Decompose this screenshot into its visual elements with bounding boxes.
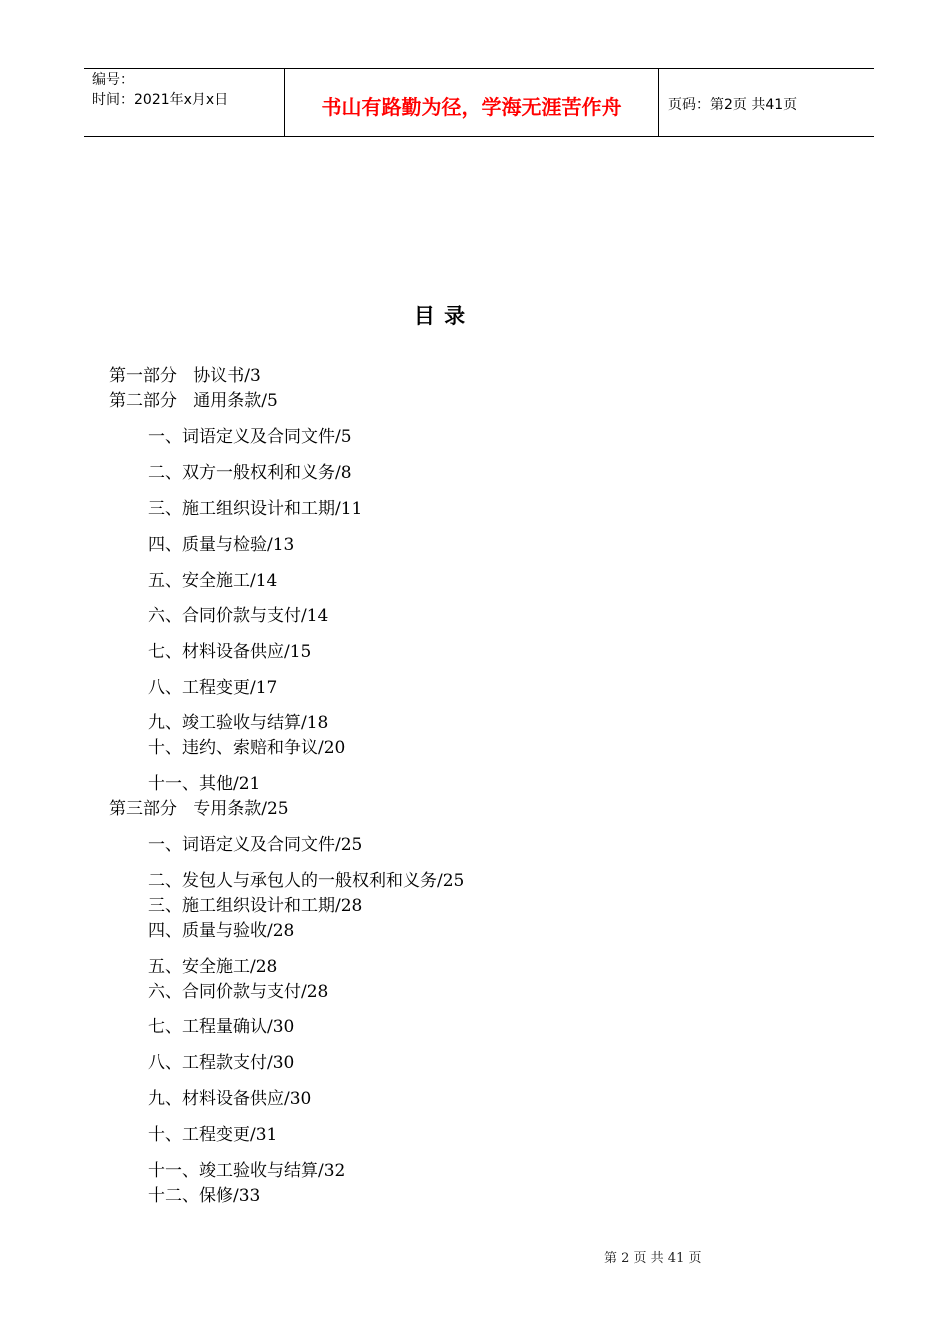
toc-item: 七、工程量确认/30	[148, 1017, 295, 1037]
toc-item: 五、安全施工/28	[148, 957, 278, 977]
toc-item: 四、质量与验收/28	[148, 921, 295, 941]
toc-item: 八、工程变更/17	[148, 678, 278, 698]
toc-item: 一、词语定义及合同文件/25	[148, 835, 363, 855]
toc-item: 二、发包人与承包人的一般权利和义务/25	[148, 871, 465, 891]
toc-item: 九、竣工验收与结算/18	[148, 713, 329, 733]
toc-item: 六、合同价款与支付/28	[148, 982, 329, 1002]
toc-item: 三、施工组织设计和工期/28	[148, 896, 363, 916]
toc-item: 十、违约、索赔和争议/20	[148, 738, 346, 758]
toc-item: 十一、其他/21	[148, 774, 261, 794]
toc-item: 十一、竣工验收与结算/32	[148, 1161, 346, 1181]
header-motto: 书山有路勤为径，学海无涯苦作舟	[321, 95, 622, 119]
header-page-info: 页码：第2页 共41页	[668, 97, 798, 113]
toc-item: 第三部分 专用条款/25	[109, 799, 289, 819]
toc-item: 十二、保修/33	[148, 1186, 261, 1206]
document-number-label: 编号：	[92, 72, 134, 88]
toc-item: 三、施工组织设计和工期/11	[148, 499, 363, 519]
document-time-label: 时间：2021年x月x日	[92, 92, 229, 108]
toc-item: 九、材料设备供应/30	[148, 1089, 312, 1109]
toc-item: 一、词语定义及合同文件/5	[148, 427, 352, 447]
toc-item: 六、合同价款与支付/14	[148, 606, 329, 626]
toc-item: 五、安全施工/14	[148, 571, 278, 591]
toc-item: 十、工程变更/31	[148, 1125, 278, 1145]
toc-item: 第二部分 通用条款/5	[109, 391, 278, 411]
toc-title: 目 录	[413, 304, 467, 328]
toc-item: 七、材料设备供应/15	[148, 642, 312, 662]
toc-item: 八、工程款支付/30	[148, 1053, 295, 1073]
toc-item: 第一部分 协议书/3	[109, 366, 261, 386]
toc-item: 二、双方一般权利和义务/8	[148, 463, 352, 483]
page-footer: 第 2 页 共 41 页	[604, 1251, 702, 1266]
toc-item: 四、质量与检验/13	[148, 535, 295, 555]
